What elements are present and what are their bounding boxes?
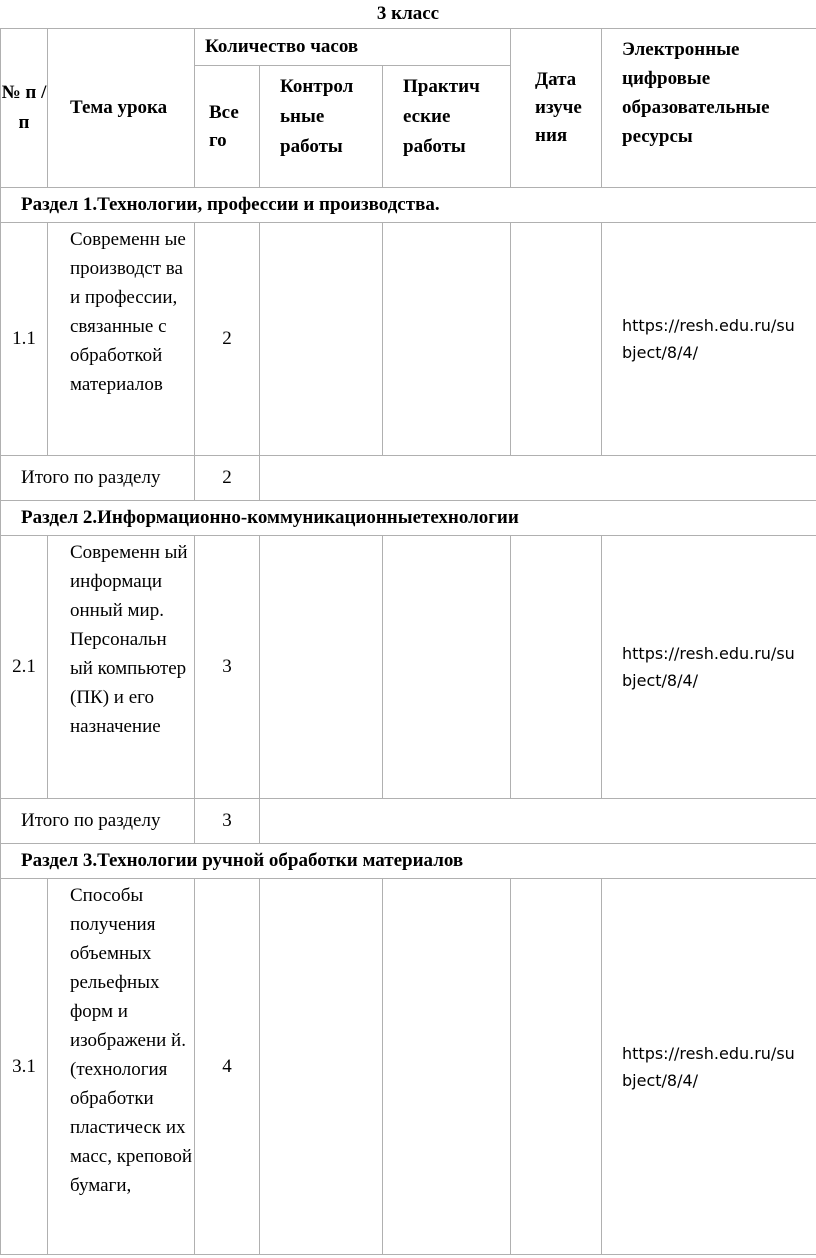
resource-link[interactable]: https://resh.edu.ru/su bject/8/4/ (602, 879, 816, 1255)
section-title: Раздел 2.Информационно-коммуникационныетехнологии (1, 501, 816, 536)
header-date: Дата изуче ния (511, 29, 602, 188)
section-total-blank (260, 799, 816, 844)
lesson-topic: Современн ые производст ва и профессии, связанные с обработкой материалов (48, 223, 195, 456)
section-total-hours: 3 (195, 799, 260, 844)
date-cell (511, 536, 602, 799)
practical-works-cell (383, 536, 511, 799)
lesson-number: 3.1 (1, 879, 48, 1255)
header-hours: Количество часов (195, 29, 511, 66)
header-hours-all: Все го (195, 66, 260, 188)
header-number: № п / п (1, 29, 48, 188)
date-cell (511, 879, 602, 1255)
section-total-label: Итого по разделу (1, 799, 195, 844)
control-works-cell (260, 223, 383, 456)
practical-works-cell (383, 879, 511, 1255)
date-cell (511, 223, 602, 456)
section-title: Раздел 1.Технологии, профессии и производства. (1, 188, 816, 223)
resource-link[interactable]: https://resh.edu.ru/su bject/8/4/ (602, 536, 816, 799)
section-total-blank (260, 456, 816, 501)
lesson-number: 1.1 (1, 223, 48, 456)
header-control-works: Контрол ьные работы (260, 66, 383, 188)
control-works-cell (260, 879, 383, 1255)
lesson-plan-table (0, 28, 816, 1255)
practical-works-cell (383, 223, 511, 456)
section-title: Раздел 3.Технологии ручной обработки материалов (1, 844, 816, 879)
header-topic: Тема урока (48, 29, 195, 188)
section-total-label: Итого по разделу (1, 456, 195, 501)
section-total-hours: 2 (195, 456, 260, 501)
lesson-hours: 4 (195, 879, 260, 1255)
lesson-topic: Современн ый информаци онный мир. Персональн ый компьютер (ПК) и его назначение (48, 536, 195, 799)
lesson-number: 2.1 (1, 536, 48, 799)
header-resources: Электронные цифровые образовательные ресурсы (602, 29, 816, 188)
lesson-topic: Способы получения объемных рельефных форм и изображени й. (технология обработки пластическ их масс, креповой бумаги, (48, 879, 195, 1255)
resource-link[interactable]: https://resh.edu.ru/su bject/8/4/ (602, 223, 816, 456)
lesson-hours: 3 (195, 536, 260, 799)
control-works-cell (260, 536, 383, 799)
lesson-hours: 2 (195, 223, 260, 456)
header-practical-works: Практич еские работы (383, 66, 511, 188)
page-title: 3 класс (376, 3, 440, 24)
